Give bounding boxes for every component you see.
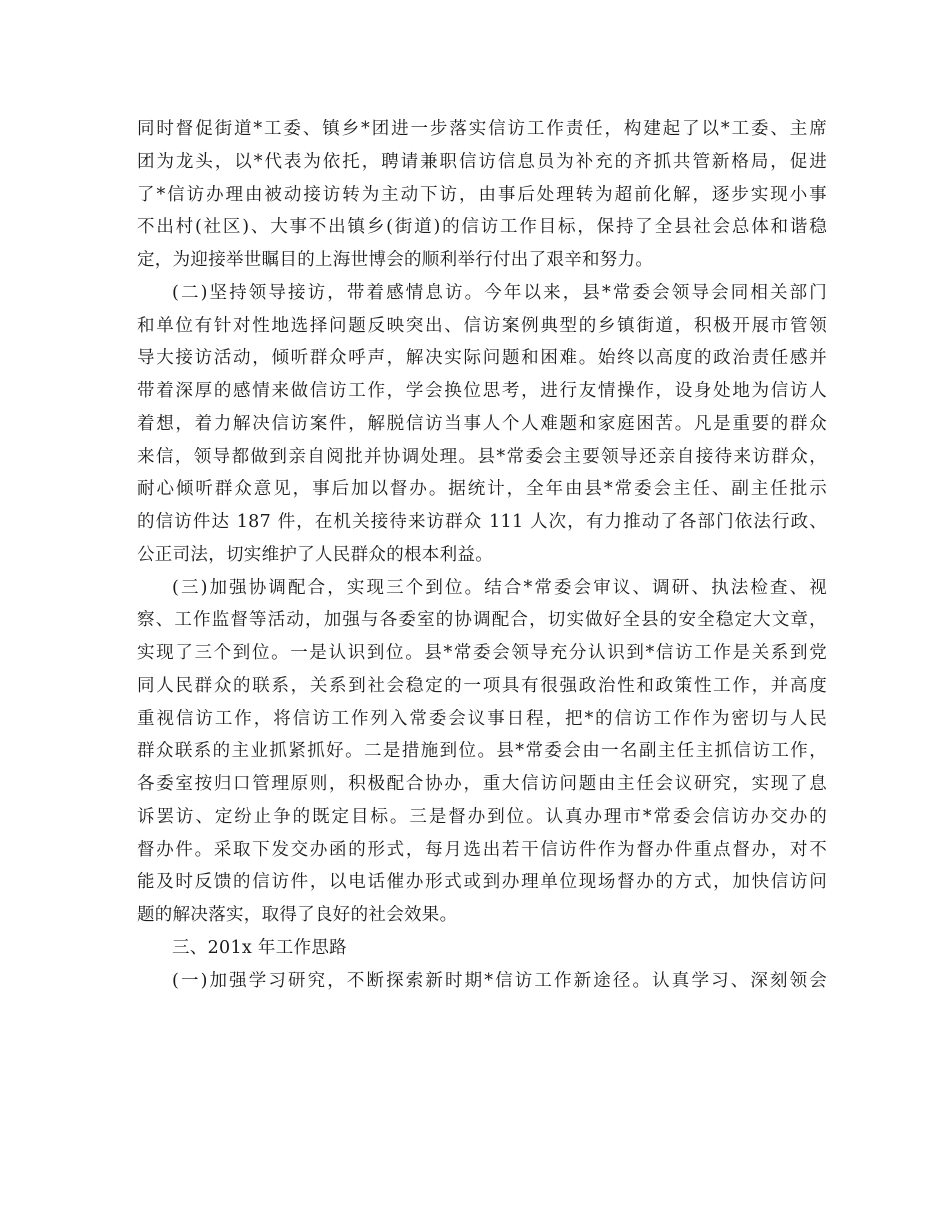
text-line: 团为龙头，以*代表为依托，聘请兼职信访信息员为补充的齐抓共管新格局，促进 <box>137 151 827 172</box>
text-line: 同时督促街道*工委、镇乡*团进一步落实信访工作责任，构建起了以*工委、主席 <box>137 119 827 139</box>
text-line: 来信，领导都做到亲自阅批并协调处理。县*常委会主要领导还亲自接待来访群众， <box>137 446 827 467</box>
text-line: 公正司法，切实维护了人民群众的根本利益。 <box>137 544 493 565</box>
text-line: 耐心倾听群众意见，事后加以督办。据统计，全年由县*常委会主任、副主任批示 <box>137 479 827 500</box>
document-body <box>137 113 827 997</box>
text-line: 群众联系的主业抓紧抓好。二是措施到位。县*常委会由一名副主任主抓信访工作， <box>137 741 827 762</box>
text-line: 重视信访工作，将信访工作列入常委会议事日程，把*的信访工作作为密切与人民 <box>137 708 827 729</box>
text-line: 实现了三个到位。一是认识到位。县*常委会领导充分认识到*信访工作是关系到党 <box>137 643 827 663</box>
text-line: 和单位有针对性地选择问题反映突出、信访案例典型的乡镇街道，积极开展市管领 <box>137 315 827 336</box>
text-line: (二)坚持领导接访，带着感情息访。今年以来，县*常委会领导会同相关部门 <box>172 282 827 303</box>
text-line: 导大接访活动，倾听群众呼声，解决实际问题和困难。始终以高度的政治责任感并 <box>137 348 827 369</box>
text-line: 督办件。采取下发交办函的形式，每月选出若干信访件作为督办件重点督办，对不 <box>137 839 827 860</box>
text-line: 不出村(社区)、大事不出镇乡(街道)的信访工作目标，保持了全县社会总体和谐稳 <box>137 217 827 238</box>
text-line: 诉罢访、定纷止争的既定目标。三是督办到位。认真办理市*常委会信访办交办的 <box>137 806 828 827</box>
text-line: (三)加强协调配合，实现三个到位。结合*常委会审议、调研、执法检查、视 <box>172 577 827 598</box>
text-line: 各委室按归口管理原则，积极配合协办，重大信访问题由主任会议研究，实现了息 <box>137 774 827 794</box>
text-line: 察、工作监督等活动，加强与各委室的协调配合，切实做好全县的安全稳定大文章， <box>137 610 827 631</box>
text-line: 定，为迎接举世瞩目的上海世博会的顺利举行付出了艰辛和努力。 <box>137 250 654 270</box>
text-line: 能及时反馈的信访件，以电话催办形式或到办理单位现场督办的方式，加快信访问 <box>137 872 827 893</box>
text-line: 同人民群众的联系，关系到社会稳定的一项具有很强政治性和政策性工作，并高度 <box>137 675 827 696</box>
text-line: 着想，着力解决信访案件，解脱信访当事人个人难题和家庭困苦。凡是重要的群众 <box>137 413 827 434</box>
text-line: (一)加强学习研究，不断探索新时期*信访工作新途径。认真学习、深刻领会 <box>172 970 827 991</box>
text-line: 题的解决落实，取得了良好的社会效果。 <box>137 905 458 925</box>
text-line: 了*信访办理由被动接访转为主动下访，由事后处理转为超前化解，逐步实现小事 <box>137 184 827 205</box>
text-line: 的信访件达 187 件，在机关接待来访群众 111 人次，有力推动了各部门依法行政、 <box>137 512 827 532</box>
text-line: 带着深厚的感情来做信访工作，学会换位思考，进行友情操作，设身处地为信访人 <box>137 381 827 401</box>
text-line: 三、201x 年工作思路 <box>172 937 347 958</box>
